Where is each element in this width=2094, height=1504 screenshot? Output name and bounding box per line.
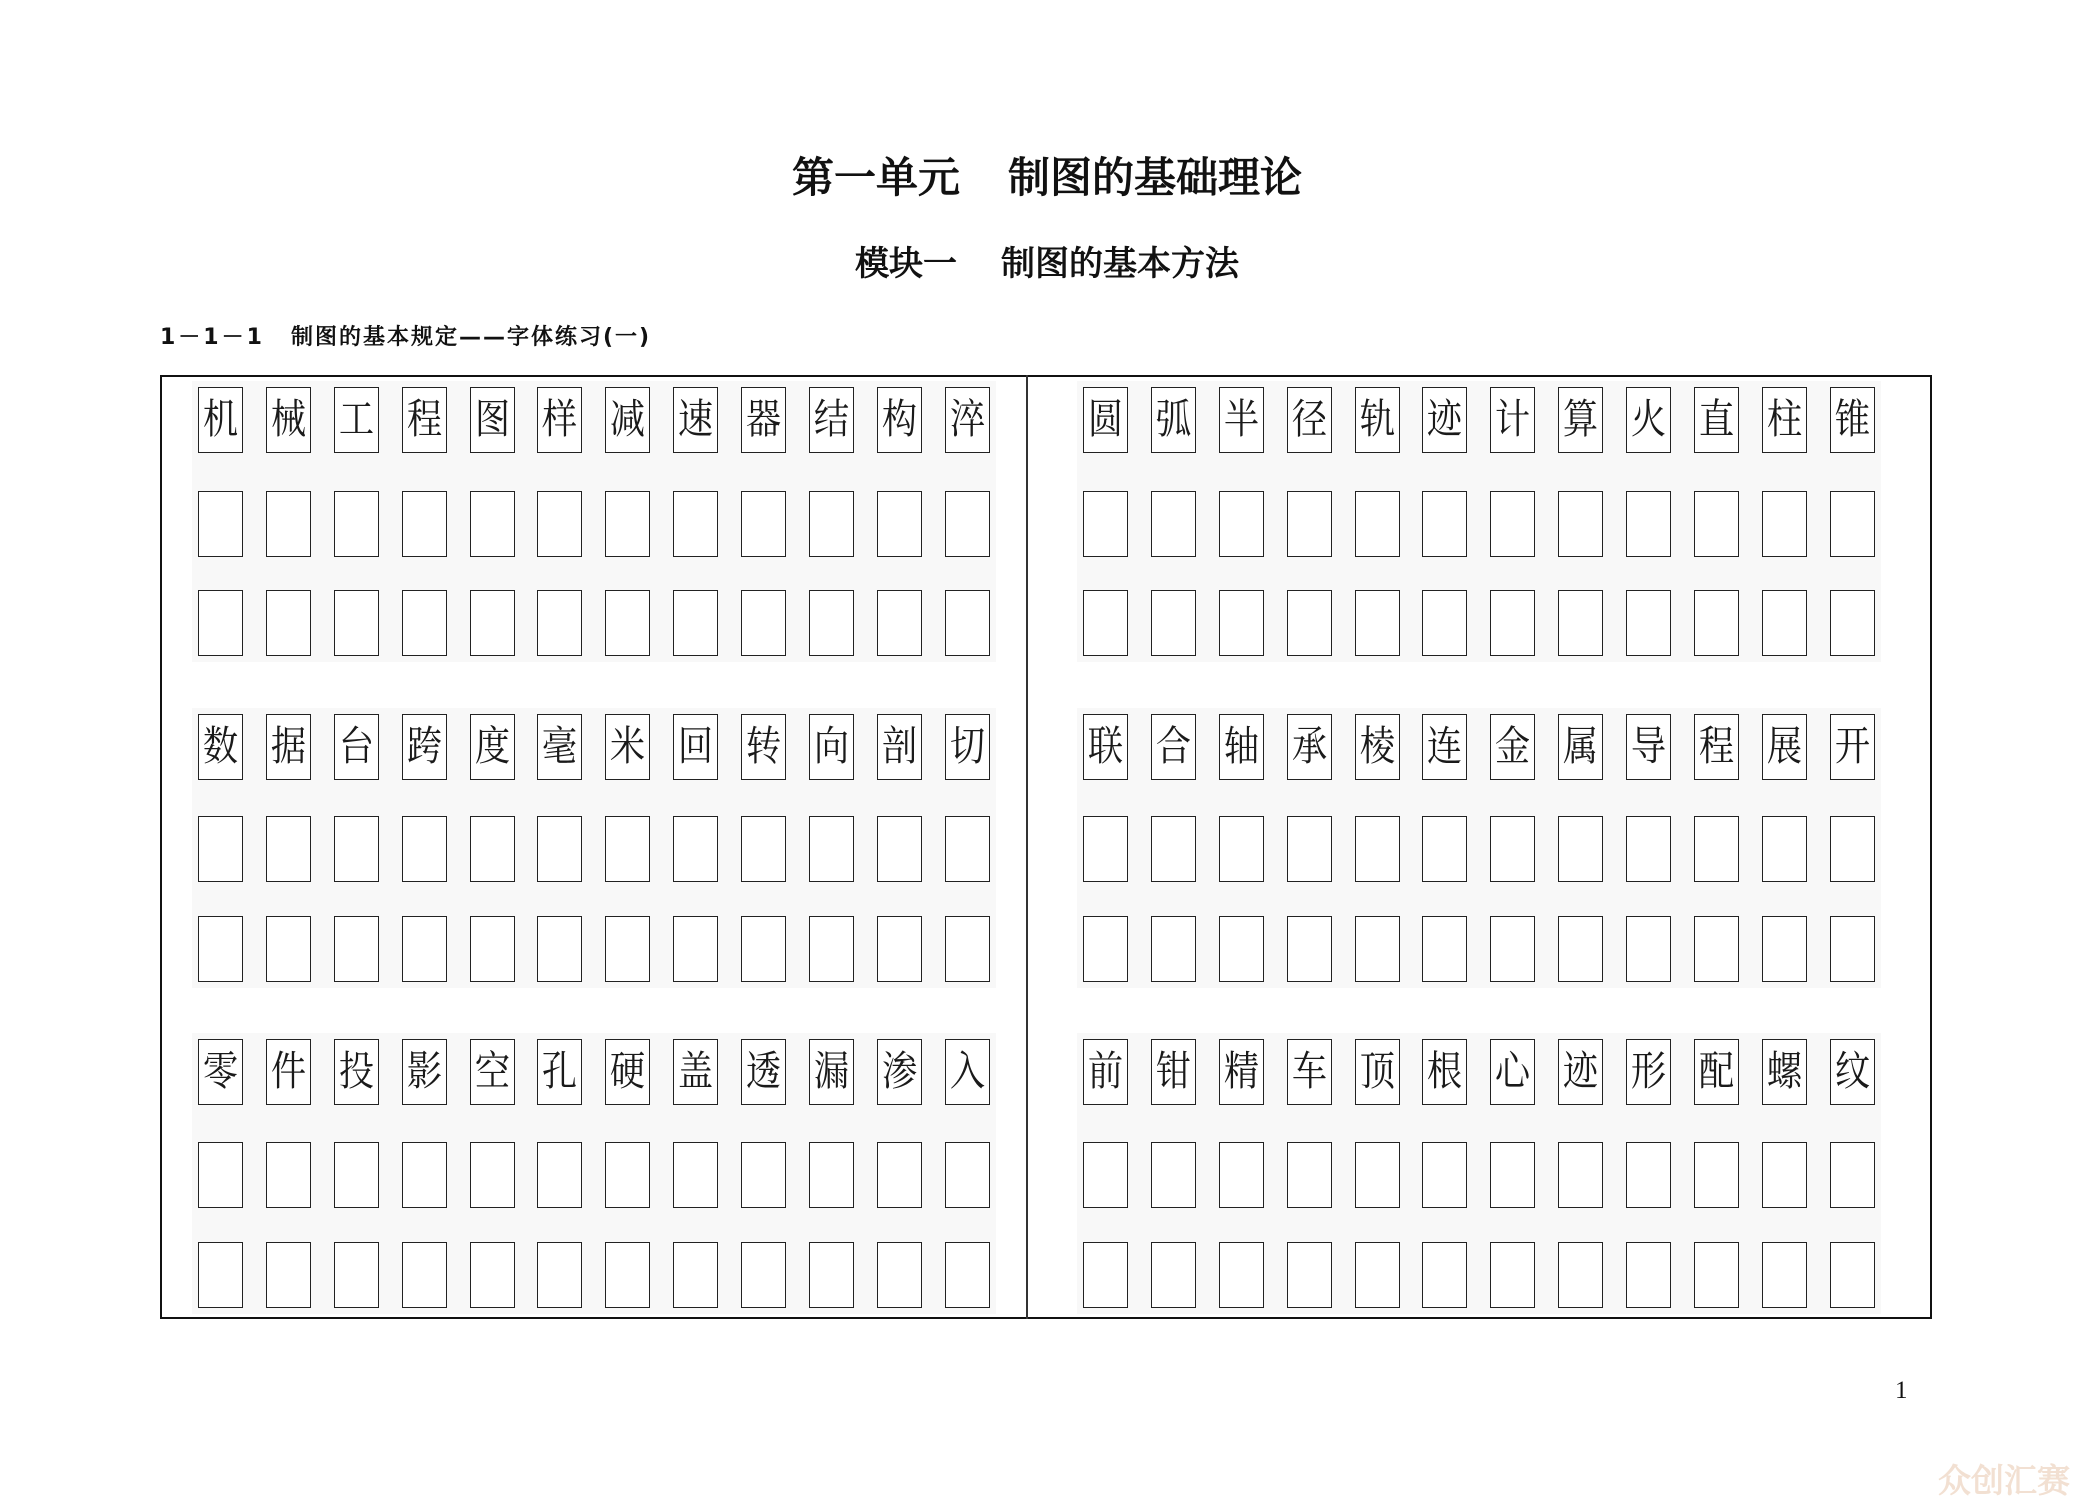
module-name: 制图的基本方法 xyxy=(1001,244,1239,284)
watermark: 众创汇赛 xyxy=(1938,1461,2070,1500)
model-character: 漏 xyxy=(813,1047,849,1095)
unit-title xyxy=(0,153,2094,203)
model-character: 硬 xyxy=(610,1047,646,1095)
section-title: 制图的基本规定——字体练习(一) xyxy=(290,325,652,350)
model-character: 空 xyxy=(474,1047,510,1095)
model-character: 构 xyxy=(881,395,917,443)
model-character: 弧 xyxy=(1155,395,1192,443)
unit-name: 制图的基础理论 xyxy=(1008,153,1303,202)
model-character: 回 xyxy=(677,722,714,770)
model-character: 前 xyxy=(1087,1047,1124,1095)
model-character: 图 xyxy=(474,395,510,443)
model-character: 械 xyxy=(270,395,307,443)
model-character: 转 xyxy=(745,722,782,770)
model-character: 直 xyxy=(1698,395,1734,443)
model-character: 迹 xyxy=(1427,395,1463,443)
model-character: 程 xyxy=(1698,722,1734,770)
model-character: 投 xyxy=(338,1047,374,1095)
model-character: 连 xyxy=(1427,722,1463,770)
model-character: 半 xyxy=(1223,395,1259,443)
model-character: 速 xyxy=(677,395,714,443)
model-character: 数 xyxy=(202,722,239,770)
model-character: 锥 xyxy=(1834,395,1870,443)
model-character: 棱 xyxy=(1359,722,1395,770)
model-character: 影 xyxy=(406,1047,442,1095)
model-character: 透 xyxy=(745,1047,782,1095)
model-character: 合 xyxy=(1155,722,1192,770)
model-character: 计 xyxy=(1495,395,1531,443)
model-character: 零 xyxy=(202,1047,239,1095)
model-character: 心 xyxy=(1495,1047,1531,1095)
unit-number: 第一单元 xyxy=(791,153,960,202)
model-character: 联 xyxy=(1087,722,1124,770)
model-character: 展 xyxy=(1766,722,1802,770)
model-character: 属 xyxy=(1562,722,1599,770)
model-character: 迹 xyxy=(1562,1047,1599,1095)
model-character: 轴 xyxy=(1223,722,1259,770)
practice-frame xyxy=(160,375,1932,1319)
model-character: 螺 xyxy=(1766,1047,1802,1095)
model-character: 形 xyxy=(1630,1047,1667,1095)
model-character: 件 xyxy=(270,1047,307,1095)
model-character: 据 xyxy=(270,722,307,770)
model-character: 柱 xyxy=(1766,395,1802,443)
model-character: 圆 xyxy=(1087,395,1124,443)
model-character: 切 xyxy=(949,722,985,770)
model-character: 入 xyxy=(949,1047,985,1095)
model-character: 开 xyxy=(1834,722,1870,770)
model-character: 盖 xyxy=(677,1047,714,1095)
model-character: 承 xyxy=(1291,722,1327,770)
model-character: 导 xyxy=(1630,722,1667,770)
model-character: 剖 xyxy=(881,722,917,770)
model-character: 火 xyxy=(1630,395,1667,443)
model-character: 纹 xyxy=(1834,1047,1870,1095)
model-character: 工 xyxy=(338,395,374,443)
model-character: 度 xyxy=(474,722,510,770)
model-character: 机 xyxy=(202,395,239,443)
model-character: 减 xyxy=(610,395,646,443)
model-character: 程 xyxy=(406,395,442,443)
page-number: 1 xyxy=(1895,1377,1908,1404)
module-number: 模块一 xyxy=(855,244,957,284)
model-character: 跨 xyxy=(406,722,442,770)
model-character: 顶 xyxy=(1359,1047,1395,1095)
model-character: 径 xyxy=(1291,395,1327,443)
model-character: 向 xyxy=(813,722,849,770)
model-character: 钳 xyxy=(1155,1047,1192,1095)
model-character: 车 xyxy=(1291,1047,1327,1095)
model-character: 孔 xyxy=(542,1047,578,1095)
model-character: 毫 xyxy=(542,722,578,770)
module-title xyxy=(0,243,2094,285)
model-character: 金 xyxy=(1495,722,1531,770)
section-heading xyxy=(160,324,651,352)
section-number: 1－1－1 xyxy=(160,325,265,350)
model-character: 米 xyxy=(610,722,646,770)
model-character: 轨 xyxy=(1359,395,1395,443)
model-character: 根 xyxy=(1427,1047,1463,1095)
model-character: 精 xyxy=(1223,1047,1259,1095)
model-character: 器 xyxy=(745,395,782,443)
model-character: 结 xyxy=(813,395,849,443)
model-character: 算 xyxy=(1562,395,1599,443)
model-character: 样 xyxy=(542,395,578,443)
model-character: 台 xyxy=(338,722,374,770)
model-character: 淬 xyxy=(949,395,985,443)
model-character: 渗 xyxy=(881,1047,917,1095)
center-divider xyxy=(1026,375,1028,1319)
model-character: 配 xyxy=(1698,1047,1734,1095)
